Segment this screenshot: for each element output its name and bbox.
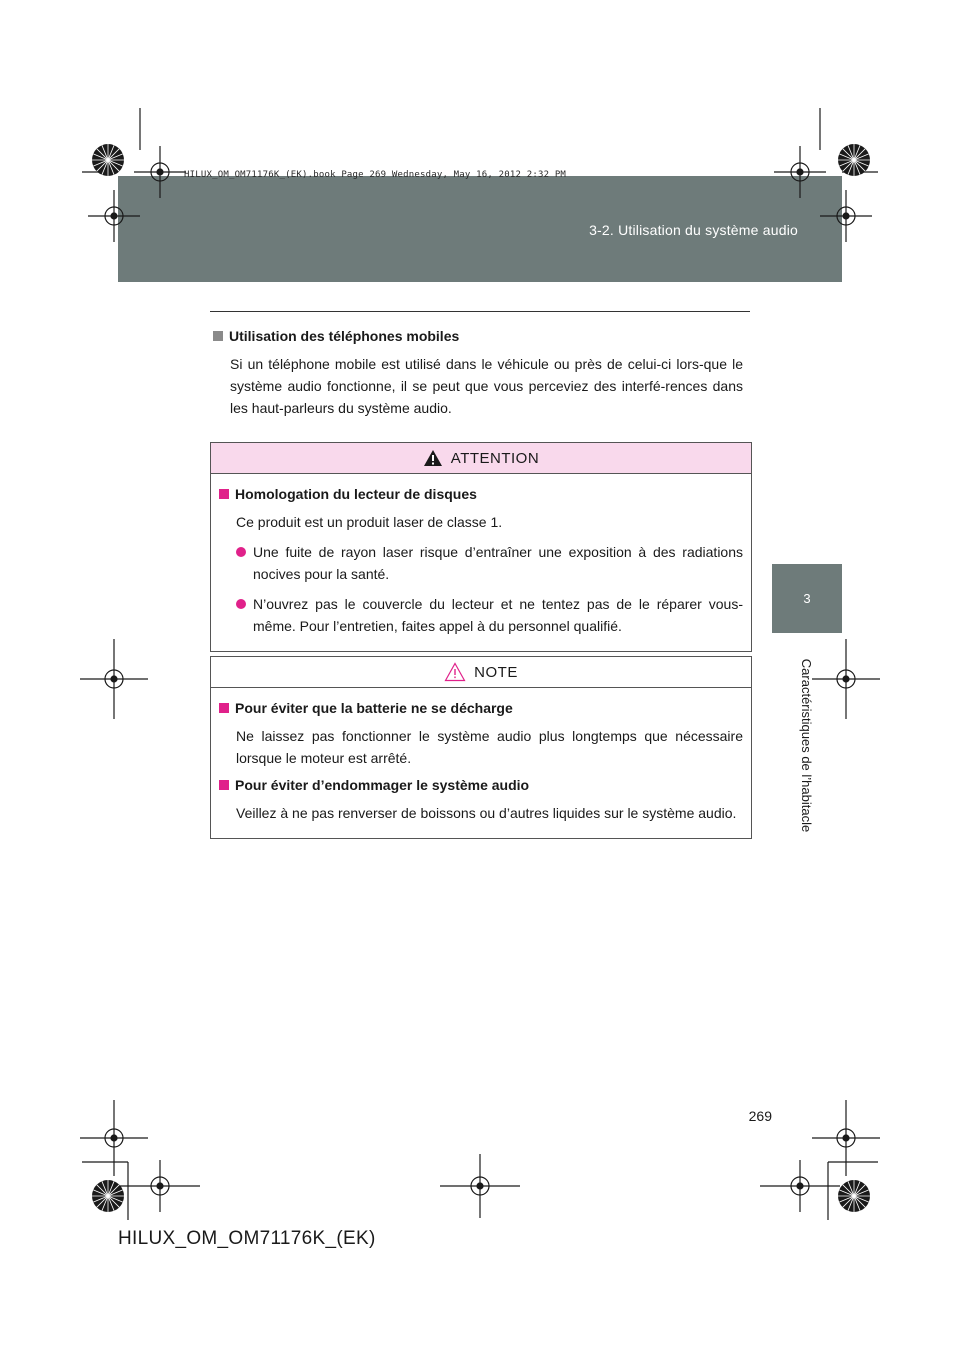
attention-heading-text: Homologation du lecteur de disques [235,486,477,502]
caution-outline-icon [444,662,466,682]
note-text-1: Ne laissez pas fonctionner le système audio plus longtemps que nécessaire lorsque le moteur est arrêté. [236,728,743,766]
chapter-number: 3 [803,591,811,606]
attention-title: ATTENTION [450,449,540,467]
note-heading-1 [219,700,743,716]
intro-heading [213,328,743,344]
warning-icon [423,449,443,467]
chapter-label-text: Caractéristiques de l’habitacle [799,658,815,832]
chapter-tab [772,564,842,633]
note-box [210,656,752,839]
note-heading-text: Pour éviter d’endommager le système audio [235,777,530,793]
attention-text: Ce produit est un produit laser de classe 1. [236,514,503,530]
note-body [211,688,751,838]
square-bullet-icon [219,489,229,499]
top-rule [210,311,750,312]
footer-code: HILUX_OM_OM71176K_(EK) [118,1228,376,1249]
intro-text: Si un téléphone mobile est utilisé dans le véhicule ou près de celui-ci lors-que le système audio fonctionne, il se peut que vous perceviez des interfé-rences dans les haut-parleurs du système audio. [230,356,743,416]
intro-heading-text: Utilisation des téléphones mobiles [229,328,460,344]
note-heading-2 [219,777,743,793]
note-heading-text: Pour éviter que la batterie ne se décharge [235,700,513,716]
bullet-text: N’ouvrez pas le couvercle du lecteur et ne tentez pas de le réparer vous-même. Pour l’entretien, faites appel à du personnel qualifié. [253,596,743,634]
circle-bullet-icon [236,599,246,609]
note-header [211,657,751,688]
list-item [236,593,743,637]
page-number: 269 [748,1108,772,1124]
attention-header [211,443,751,474]
book-stamp: HILUX_OM_OM71176K_(EK).book Page 269 Wednesday, May 16, 2012 2:32 PM [184,170,567,180]
list-item [236,541,743,585]
intro-section [213,328,743,419]
note-text-2: Veillez à ne pas renverser de boissons ou d’autres liquides sur le système audio. [236,805,737,821]
attention-box [210,442,752,652]
square-bullet-icon [219,703,229,713]
bullet-text: Une fuite de rayon laser risque d’entraîner une exposition à des radiations nocives pour la santé. [253,544,743,582]
square-bullet-icon [213,331,223,341]
attention-body [211,474,751,651]
note-title: NOTE [474,663,518,681]
section-title: 3-2. Utilisation du système audio [589,222,798,238]
chapter-label [795,646,819,844]
attention-heading [219,486,743,502]
header-band [118,176,842,282]
square-bullet-icon [219,780,229,790]
circle-bullet-icon [236,547,246,557]
